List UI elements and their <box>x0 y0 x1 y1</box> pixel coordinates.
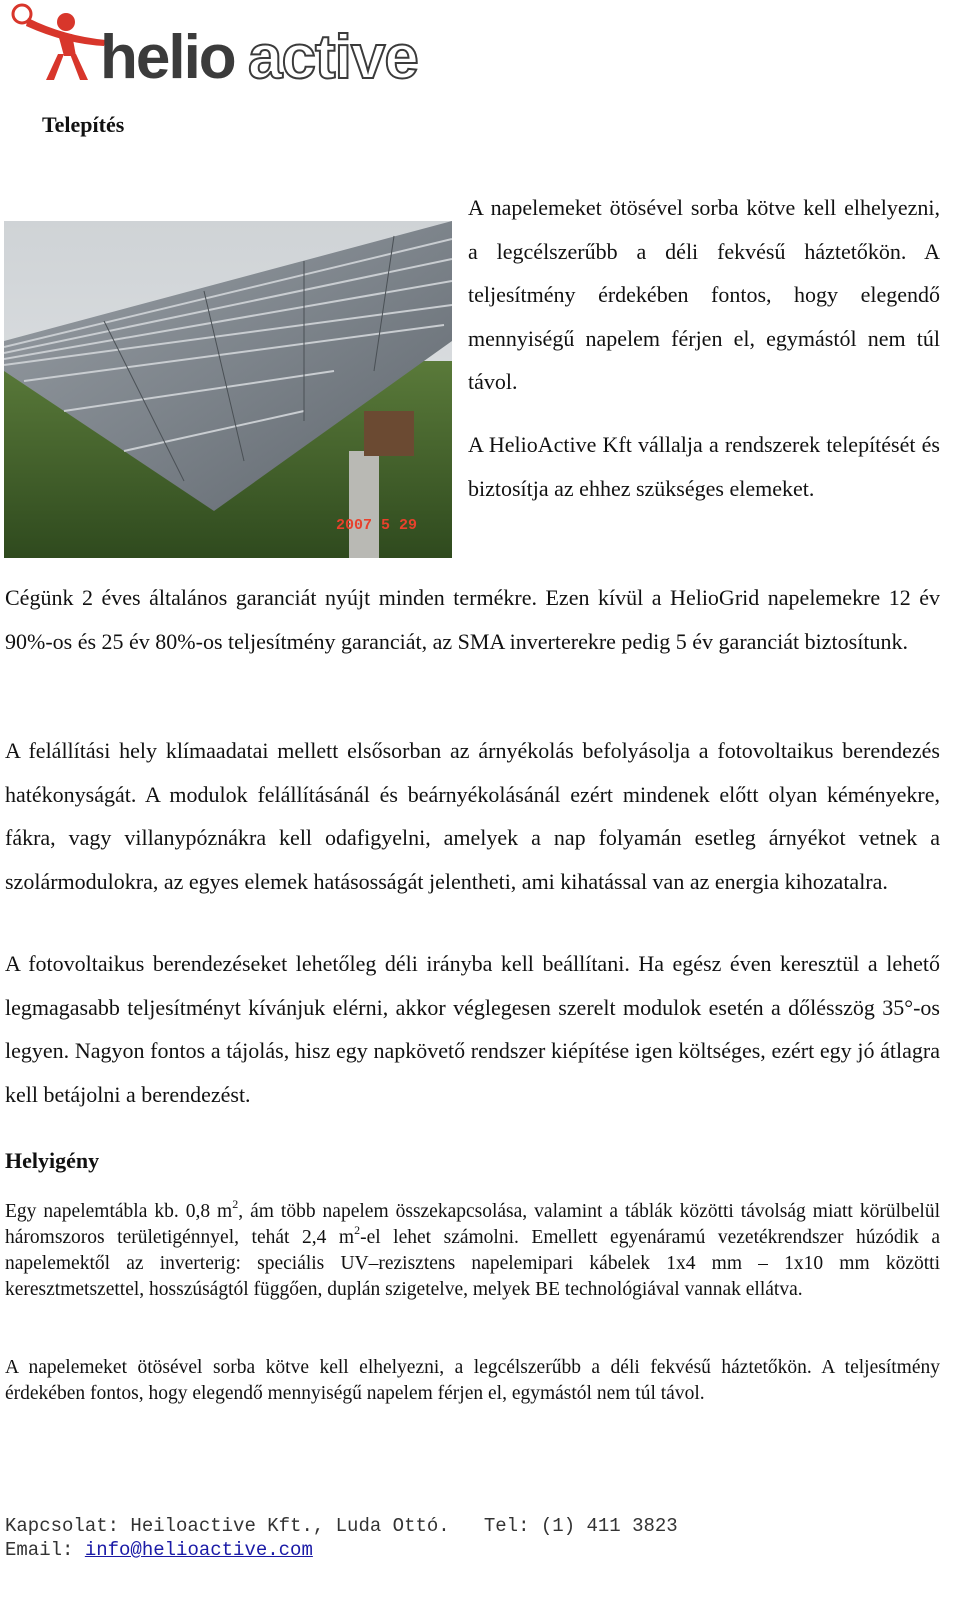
footer-email-link[interactable]: info@helioactive.com <box>84 1539 313 1561</box>
helyigeny-text-a: Egy napelemtábla kb. 0,8 m <box>5 1201 233 1222</box>
section-title-helyigeny: Helyigény <box>5 1148 100 1173</box>
footer-contact-line: Kapcsolat: Heiloactive Kft., Luda Ottó. Tel: (1) 411 3823 <box>5 1515 678 1537</box>
paragraph-felallitas: A felállítási hely klímaadatai mellett elsősorban az árnyékolás befolyásolja a fotovoltaikus berendezés hatékonyságát. A modulok felállításánál és beárnyékolásánál ezért mindenek előtt olyan kéményekre, fákra, vagy villanypóznákra kell odafigyelni, amelyek a nap folyamán esetleg árnyékot vetnek a szolármodulokra, az egyes elemek hatásosságát jelentheti, ami kihatással van az energia kihozatalra. <box>5 738 940 894</box>
superscript-2: 2 <box>232 1196 239 1211</box>
paragraph-intro-2: A HelioActive Kft vállalja a rendszerek telepítését és biztosítja az ehhez szükséges elemeket. <box>468 432 940 501</box>
section-title-telepites: Telepítés <box>42 112 125 137</box>
contact-footer <box>5 1514 678 1562</box>
paragraph-tajolas: A fotovoltaikus berendezéseket lehetőleg déli irányba kell beállítani. Ha egész éven keresztül a lehető legmagasabb teljesítményt kívánjuk elérni, akkor véglegesen szerelt modulok esetén a dőlésszög 35°-os legyen. Nagyon fontos a tájolás, hisz egy napkövető rendszer kiépítése igen költséges, ezért egy jó átlagra kell betájolni a berendezést. <box>5 951 940 1107</box>
helyigeny-text-c: -el lehet számolni. Emellett egyenáramú vezetékrendszer húzódik a napelemektől az inverterig: speciális UV–rezisztens napelemipari kábelek 1x4 mm – 1x10 mm közötti keresztmetszettel, hosszúságtól függően, duplán szigetelve, melyek BE technológiával vannak ellátva. <box>5 1227 940 1300</box>
footer-email-label: Email: <box>5 1539 85 1561</box>
svg-text:active: active <box>248 23 418 90</box>
paragraph-helyigeny-1 <box>5 1196 940 1303</box>
solar-panel-photo <box>4 221 452 558</box>
photo-date-stamp: 2007 5 29 <box>336 517 418 534</box>
superscript-2: 2 <box>354 1222 361 1237</box>
paragraph-intro-1: A napelemeket ötösével sorba kötve kell elhelyezni, a legcélszerűbb a déli fekvésű háztetőkön. A teljesítmény érdekében fontos, hogy elegendő mennyiségű napelem férjen el, egymástól nem túl távol. <box>468 195 940 394</box>
logo-wordmark <box>100 14 446 90</box>
helyigeny-text-b: , ám több napelem összekapcsolása, valamint a táblák közötti távolság miatt körülbelül háromszoros területigénnyel, tehát 2,4 m <box>5 1201 940 1248</box>
paragraph-helyigeny-2: A napelemeket ötösével sorba kötve kell elhelyezni, a legcélszerűbb a déli fekvésű háztetőkön. A teljesítmény érdekében fontos, hogy elegendő mennyiségű napelem férjen el, egymástól nem túl távol. <box>5 1357 940 1404</box>
helioactive-logo <box>6 0 446 92</box>
svg-text:helio: helio <box>100 23 235 90</box>
paragraph-garancia: Cégünk 2 éves általános garanciát nyújt minden termékre. Ezen kívül a HelioGrid napelemekre 12 év 90%-os és 25 év 80%-os teljesítmény garanciát, az SMA inverterekre pedig 5 év garanciát biztosítunk. <box>5 585 940 654</box>
